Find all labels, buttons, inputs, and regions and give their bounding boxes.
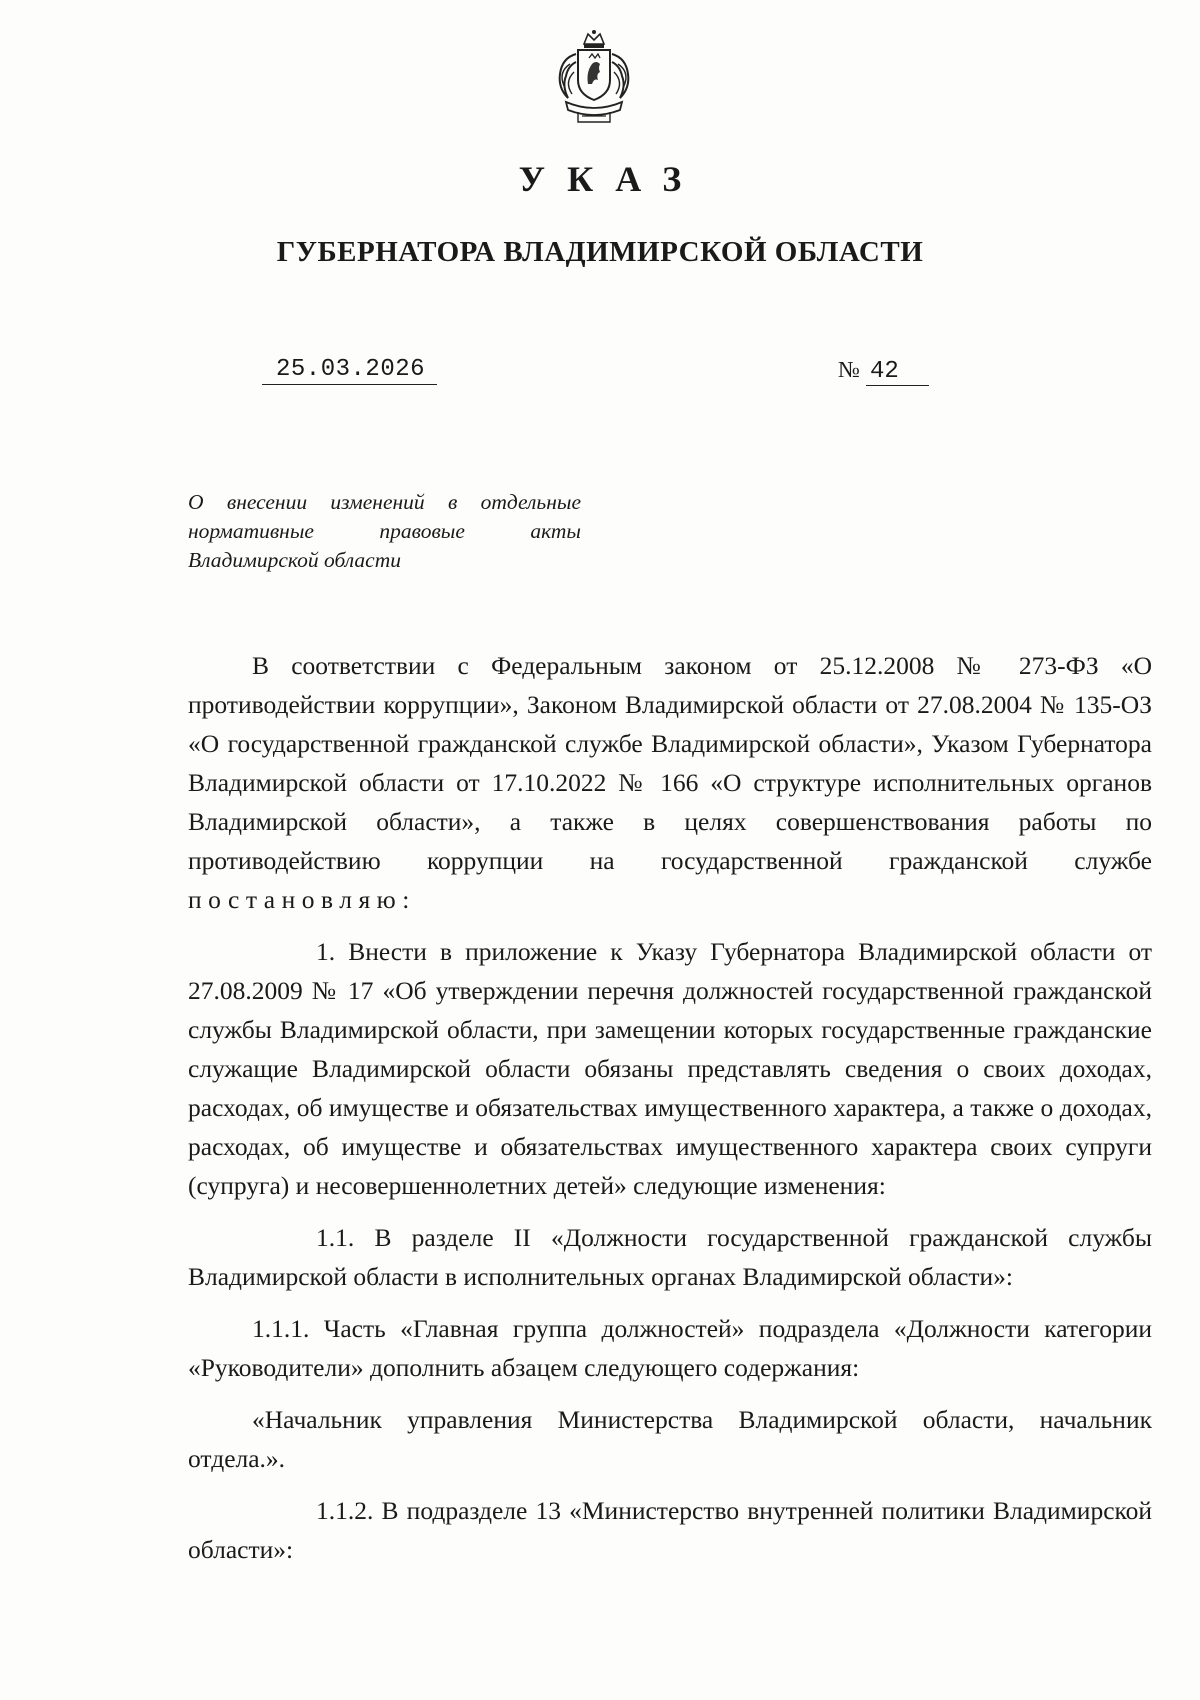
quote-text: «Начальник управления Министерства Владимирской области, начальник отдела.». (188, 1405, 1152, 1473)
item-1-label: 1. (316, 937, 336, 966)
document-body (188, 646, 1152, 1582)
document-title: УКАЗ (518, 159, 704, 199)
item-1-text: Внести в приложение к Указу Губернатора Владимирской области от 27.08.2009 № 17 «Об утверждении перечня должностей государственной гражданской службы Владимирской области, при замещении которых государственные гражданские служащие Владимирской области обязаны представлять сведения о своих доходах, расходах, об имуществе и обязательствах имущественного характера, а также о доходах, расходах, об имуществе и обязательствах имущественного характера своих супруги (супруга) и несовершеннолетних детей» следующие изменения: (188, 937, 1153, 1200)
number-sign: № (838, 357, 860, 382)
preamble-text: В соответствии с Федеральным законом от 25.12.2008 № 273-ФЗ «О противодействии коррупции», Законом Владимирской области от 27.08.2004 № 135-ОЗ «О государственной гражданской службе Владимирской области», Указом Губернатора Владимирской области от 17.10.2022 № 166 «О структуре исполнительных органов Владимирской области», а также в целях совершенствования работы по противодействию коррупции на государственной гражданской службе (188, 651, 1152, 875)
document-date: 25.03.2026 (262, 356, 437, 385)
item-1-1-text: В разделе II «Должности государственной гражданской службы Владимирской области в исполнительных органах Владимирской области»: (188, 1223, 1153, 1291)
item-1-1-2-label: 1.1.2. (316, 1496, 374, 1525)
subject-line: Владимирской области (188, 548, 401, 572)
preamble-paragraph (188, 646, 1152, 919)
item-1-1-paragraph (188, 1218, 1152, 1296)
quote-paragraph (188, 1400, 1152, 1478)
document-subject (188, 488, 581, 575)
item-1-1-1-label: 1.1.1. (252, 1314, 310, 1343)
subject-line: нормативные правовые акты (188, 519, 581, 543)
item-1-1-2-text: В подразделе 13 «Министерство внутренней политики Владимирской области»: (188, 1496, 1153, 1564)
item-1-1-2-paragraph (188, 1491, 1152, 1569)
item-1-1-1-paragraph (188, 1309, 1152, 1387)
item-1-paragraph (188, 932, 1152, 1205)
coat-of-arms-emblem (548, 28, 640, 128)
decree-word: постановляю: (188, 885, 416, 914)
item-1-1-1-text: Часть «Главная группа должностей» подраздела «Должности категории «Руководители» дополнить абзацем следующего содержания: (188, 1314, 1152, 1382)
document-number (838, 356, 929, 386)
subject-line: О внесении изменений в отдельные (188, 490, 581, 514)
document-issuer: ГУБЕРНАТОРА ВЛАДИМИРСКОЙ ОБЛАСТИ (276, 236, 924, 268)
item-1-1-label: 1.1. (316, 1223, 355, 1252)
number-value: 42 (866, 358, 929, 386)
